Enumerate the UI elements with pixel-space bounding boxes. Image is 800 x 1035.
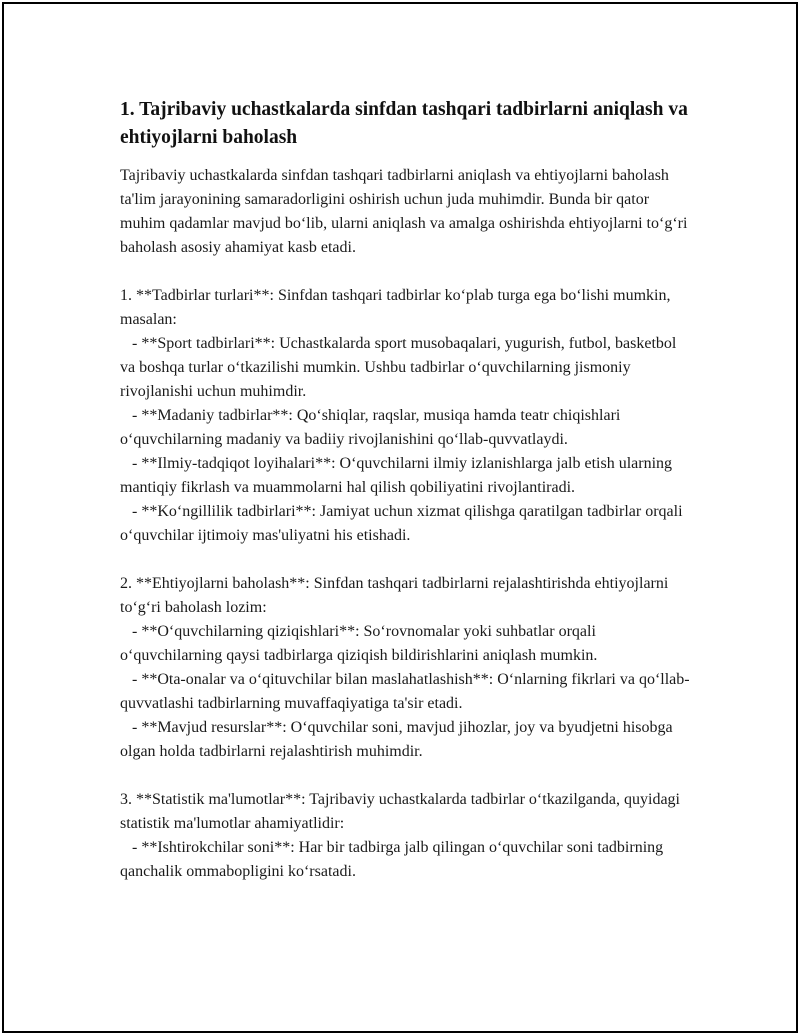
document-content (120, 96, 692, 884)
section-heading: 1. **Tadbirlar turlari**: Sinfdan tashqari tadbirlar ko‘plab turga ega bo‘lishi mumkin, masalan: (120, 287, 675, 328)
list-item: - **Ota-onalar va o‘qituvchilar bilan maslahatlashish**: O‘nlarning fikrlari va qo‘llab-quvvatlashi tadbirlarning muvaffaqiyatiga ta'sir etadi. (120, 671, 690, 712)
section-heading: 3. **Statistik ma'lumotlar**: Tajribaviy uchastkalarda tadbirlar o‘tkazilganda, quyidagi statistik ma'lumotlar ahamiyatlidir: (120, 791, 684, 832)
list-item: - **Sport tadbirlari**: Uchastkalarda sport musobaqalari, yugurish, futbol, basketbol va boshqa turlar o‘tkazilishi mumkin. Ushbu tadbirlar o‘quvchilarning jismoniy rivojlanishi uchun muhimdir. (120, 335, 681, 400)
document-title: 1. Tajribaviy uchastkalarda sinfdan tashqari tadbirlarni aniqlash va ehtiyojlarni baholash (120, 99, 688, 148)
list-item: - **Ishtirokchilar soni**: Har bir tadbirga jalb qilingan o‘quvchilar soni tadbirning qanchalik ommabopligini ko‘rsatadi. (120, 839, 668, 880)
list-item: - **Ilmiy-tadqiqot loyihalari**: O‘quvchilarni ilmiy izlanishlarga jalb etish ularning mantiqiy fikrlash va muammolarni hal qilish qobiliyatini rivojlantiradi. (120, 455, 677, 496)
list-item: - **Ko‘ngillilik tadbirlari**: Jamiyat uchun xizmat qilishga qaratilgan tadbirlar orqali o‘quvchilar ijtimoiy mas'uliyatni his etishadi. (120, 503, 687, 544)
list-item: - **Mavjud resurslar**: O‘quvchilar soni, mavjud jihozlar, joy va byudjetni hisobga olgan holda tadbirlarni rejalashtirish muhimdir. (120, 719, 677, 760)
section-statistics (120, 788, 692, 884)
section-needs (120, 572, 692, 764)
section-types (120, 284, 692, 548)
list-item: - **Madaniy tadbirlar**: Qo‘shiqlar, raqslar, musiqa hamda teatr chiqishlari o‘quvchilarning madaniy va badiiy rivojlanishini qo‘llab-quvvatlaydi. (120, 407, 625, 448)
list-item: - **O‘quvchilarning qiziqishlari**: So‘rovnomalar yoki suhbatlar orqali o‘quvchilarning qaysi tadbirlarga qiziqish bildirishlarini aniqlash mumkin. (120, 623, 600, 664)
document-page (2, 2, 798, 1033)
intro-paragraph: Tajribaviy uchastkalarda sinfdan tashqari tadbirlarni aniqlash va ehtiyojlarni baholash ta'lim jarayonining samaradorligini oshirish uchun juda muhimdir. Bunda bir qator muhim qadamlar mavjud bo‘lib, ularni aniqlash va amalga oshirishda ehtiyojlarni to‘g‘ri baholash asosiy ahamiyat kasb etadi. (120, 167, 688, 256)
section-heading: 2. **Ehtiyojlarni baholash**: Sinfdan tashqari tadbirlarni rejalashtirishda ehtiyojlarni to‘g‘ri baholash lozim: (120, 575, 673, 616)
